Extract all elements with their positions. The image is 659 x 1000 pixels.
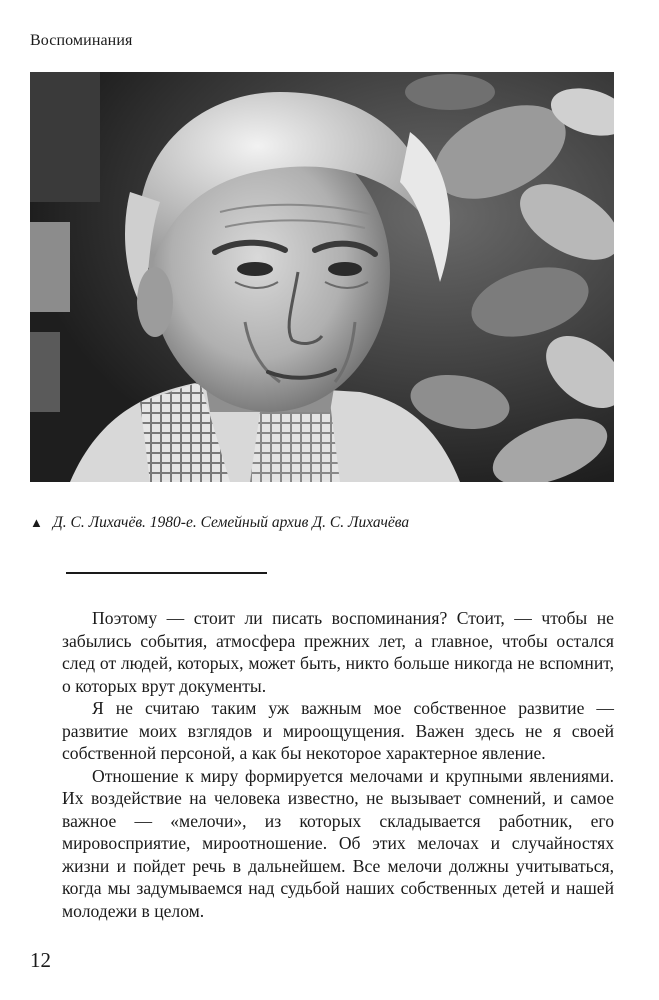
paragraph: Поэтому — стоит ли писать воспоминания? Стоит, — чтобы не забылись события, атмосфера прежних лет, а главное, чтобы остался след от людей, которых, может быть, никто больше никогда не вспомнит, о которых врут документы. (62, 608, 614, 696)
caption-text: Д. С. Лихачёв. 1980-е. Семейный архив Д. С. Лихачёва (52, 514, 410, 531)
body-text (62, 607, 614, 922)
portrait-photo (30, 72, 614, 482)
photo-caption (30, 514, 409, 532)
section-divider (66, 572, 267, 574)
caption-marker-icon: ▲ (30, 515, 43, 530)
portrait-photo-illustration (30, 72, 614, 482)
running-title: Воспоминания (30, 32, 133, 49)
page-number: 12 (30, 948, 51, 972)
paragraph: Я не считаю таким уж важным мое собственное развитие — развитие моих взглядов и мироощущения. Важен здесь не я своей собственной персоной, а как бы некоторое характерное явление. (62, 698, 614, 763)
paragraph: Отношение к миру формируется мелочами и крупными явлениями. Их воздействие на человека известно, не вызывает сомнений, и самое важное — «мелочи», из которых складывается работник, его мировосприятие, мироотношение. Об этих мелочах и случайностях жизни и пойдет речь в дальнейшем. Все мелочи должны учитываться, когда мы задумываемся над судьбой наших собственных детей и нашей молодежи в целом. (62, 765, 614, 921)
